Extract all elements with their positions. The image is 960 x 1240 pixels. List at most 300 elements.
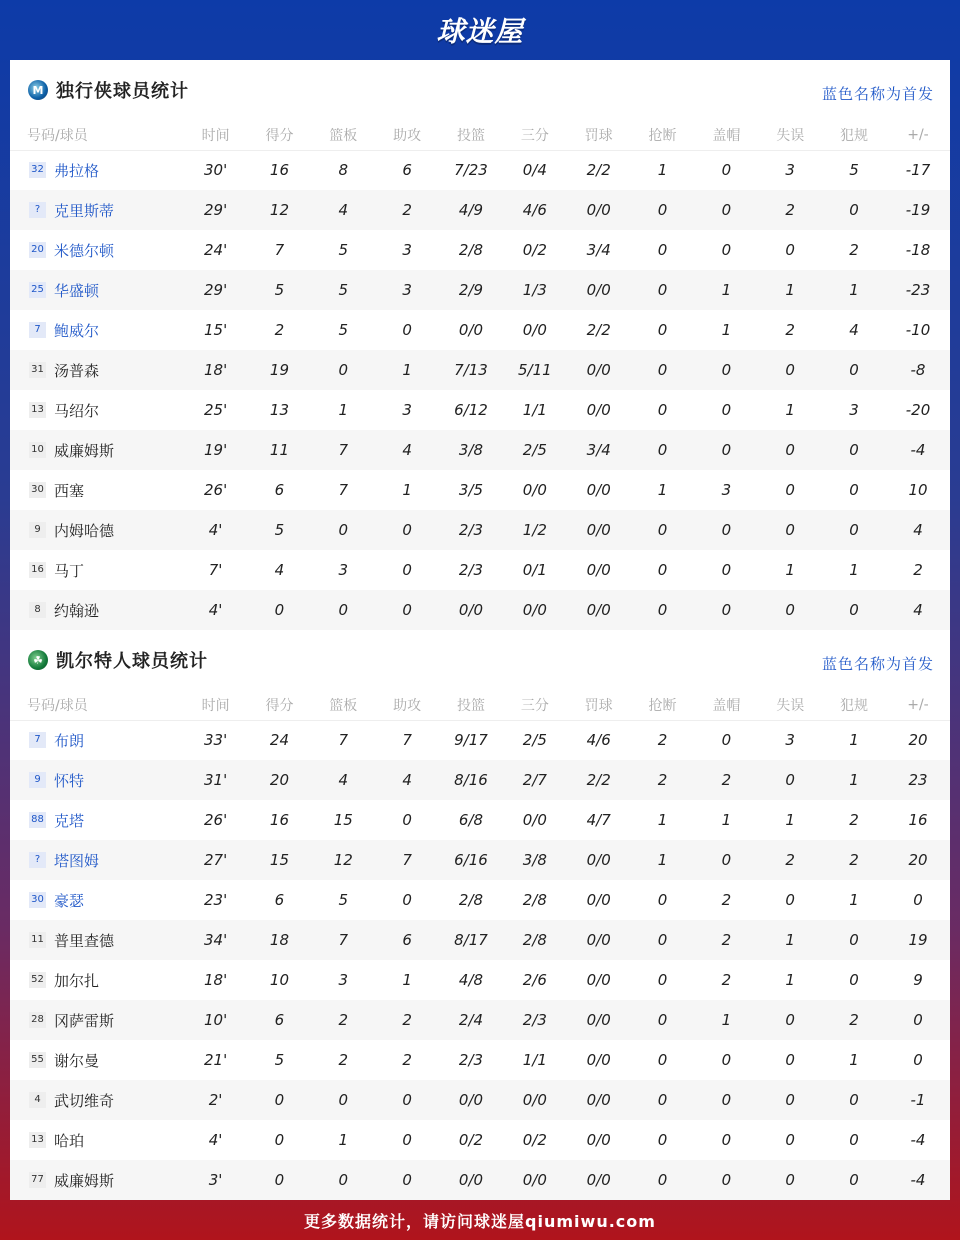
stat-cell: 18': [204, 971, 228, 989]
column-header: 得分: [265, 127, 294, 144]
stat-cell: 2: [822, 1000, 886, 1040]
player-name[interactable]: 克塔: [54, 811, 85, 830]
column-header: 犯规: [840, 697, 869, 714]
stat-cell: 0/0: [567, 590, 631, 630]
stat-cell: 1: [338, 401, 349, 419]
player-name[interactable]: 威廉姆斯: [54, 1171, 115, 1190]
table-row[interactable]: [10, 1040, 950, 1080]
stat-cell: 3: [849, 401, 859, 419]
stat-cell: 2/7: [503, 760, 567, 800]
table-header-row: [10, 690, 950, 720]
stat-cell: 7: [338, 481, 349, 499]
stat-cell: 2: [785, 321, 795, 339]
stat-cell: 0: [721, 401, 732, 419]
stat-cell: 3: [338, 561, 349, 579]
stat-cell: 0: [657, 321, 668, 339]
player-cell: [10, 880, 184, 920]
stat-cell: 0: [785, 1131, 795, 1149]
player-name[interactable]: 约翰逊: [54, 601, 100, 620]
stat-cell: 3: [785, 161, 795, 180]
column-header: +/-: [907, 126, 929, 143]
stat-cell: 6: [274, 481, 285, 499]
stat-cell: 2/3: [458, 561, 484, 579]
column-header: 失误: [776, 127, 805, 144]
stat-cell: 2/5: [503, 430, 567, 470]
stat-cell: 15: [333, 811, 353, 829]
stat-cell: 16: [908, 811, 928, 829]
stat-cell: 3: [402, 241, 412, 259]
stat-cell: 0/0: [567, 920, 631, 960]
footer-link[interactable]: 更多数据统计，请访问球迷屋qiumiwu.com: [304, 1211, 656, 1231]
player-name[interactable]: 马丁: [54, 561, 85, 580]
player-name[interactable]: 冈萨雷斯: [54, 1011, 115, 1030]
stat-cell: 16: [269, 161, 289, 180]
jersey-number-badge: 20: [29, 242, 46, 258]
celtics-stats-table: [10, 690, 950, 1200]
table-row[interactable]: [10, 590, 950, 630]
stat-cell: 2: [375, 190, 439, 230]
player-name[interactable]: 马绍尔: [54, 401, 100, 420]
player-name[interactable]: 布朗: [54, 731, 85, 750]
player-cell: [10, 390, 184, 430]
stat-cell: 2: [375, 1000, 439, 1040]
table-row[interactable]: [10, 390, 950, 430]
mavericks-section-header: [10, 60, 950, 120]
stat-cell: 0: [694, 590, 758, 630]
stat-cell: 0: [248, 1080, 312, 1120]
stat-cell: 0: [822, 920, 886, 960]
jersey-number-badge: 9: [29, 522, 46, 538]
player-cell: [10, 960, 184, 1000]
stat-cell: 0: [402, 891, 412, 909]
stat-cell: 4: [886, 510, 950, 550]
table-row[interactable]: [10, 190, 950, 230]
stat-cell: 0/0: [567, 350, 631, 390]
stat-cell: 0: [758, 1080, 822, 1120]
jersey-number-badge: 30: [29, 482, 46, 498]
stat-cell: 4/6: [586, 731, 611, 750]
stat-cell: 0/0: [567, 840, 631, 880]
column-header: 投篮: [456, 697, 485, 714]
stat-cell: 0: [248, 1160, 312, 1200]
stat-cell: 2/3: [439, 510, 503, 550]
stat-cell: 1: [785, 971, 795, 989]
table-row[interactable]: [10, 920, 950, 960]
stat-cell: 0: [311, 1160, 375, 1200]
player-cell: [10, 550, 184, 590]
stat-cell: 6/8: [458, 811, 484, 829]
stat-cell: 0: [758, 760, 822, 800]
stat-cell: 0: [375, 510, 439, 550]
stat-cell: 27': [184, 840, 248, 880]
player-name[interactable]: 武切维奇: [54, 1091, 115, 1110]
player-name[interactable]: 哈珀: [54, 1131, 85, 1150]
stat-cell: 11: [248, 430, 312, 470]
stat-cell: 0: [822, 1080, 886, 1120]
site-logo[interactable]: 球迷屋: [436, 15, 524, 48]
stat-cell: 1: [694, 1000, 758, 1040]
mavericks-section: [10, 60, 950, 630]
stat-cell: 0: [631, 190, 695, 230]
stat-cell: 0/0: [439, 1160, 503, 1200]
table-row[interactable]: [10, 270, 950, 310]
stat-cell: 19: [886, 920, 950, 960]
stat-cell: 6: [274, 891, 285, 909]
column-header: 投篮: [456, 127, 485, 144]
stat-cell: 5: [338, 241, 349, 259]
table-row[interactable]: [10, 880, 950, 920]
table-row[interactable]: [10, 230, 950, 270]
stat-cell: 25': [204, 401, 228, 419]
stat-cell: 3/4: [586, 241, 611, 259]
player-cell: [10, 720, 184, 760]
stat-cell: 3/4: [567, 430, 631, 470]
stat-cell: 0: [375, 1160, 439, 1200]
stat-cell: 24': [204, 241, 228, 259]
stat-cell: 3': [184, 1160, 248, 1200]
stat-cell: 7/23: [454, 161, 488, 180]
jersey-number-badge: 10: [29, 442, 46, 458]
stat-cell: 1/2: [503, 510, 567, 550]
stat-cell: 1: [402, 481, 412, 499]
stat-cell: 3: [402, 401, 412, 419]
player-cell: [10, 1160, 184, 1200]
celtics-section: [10, 630, 950, 1200]
stat-cell: 0: [631, 1160, 695, 1200]
table-row[interactable]: [10, 350, 950, 390]
stat-cell: 7: [402, 731, 412, 750]
stat-cell: 0: [886, 1000, 950, 1040]
stat-cell: 0: [849, 971, 859, 989]
player-name[interactable]: 西塞: [54, 481, 85, 500]
stat-cell: 1: [338, 1131, 349, 1149]
stat-cell: 31': [184, 760, 248, 800]
player-cell: [10, 760, 184, 800]
player-name[interactable]: 鲍威尔: [54, 321, 100, 340]
stat-cell: -8: [886, 350, 950, 390]
table-row[interactable]: [10, 1120, 950, 1160]
stat-cell: 2: [311, 1000, 375, 1040]
stat-cell: 2/2: [567, 760, 631, 800]
stat-cell: 9: [913, 971, 923, 989]
stat-cell: 4': [184, 510, 248, 550]
player-name[interactable]: 威廉姆斯: [54, 441, 115, 460]
stat-cell: 0: [822, 350, 886, 390]
stat-cell: 20: [908, 731, 928, 750]
stat-cell: 2: [721, 971, 732, 989]
stat-cell: 5/11: [503, 350, 567, 390]
stat-cell: 0/0: [567, 1000, 631, 1040]
stat-cell: 0: [785, 1051, 795, 1069]
mavericks-stats-table: [10, 120, 950, 630]
table-row[interactable]: [10, 430, 950, 470]
stat-cell: 2/5: [522, 731, 547, 750]
stat-cell: 0: [657, 1051, 668, 1069]
stat-cell: 29': [184, 270, 248, 310]
stat-cell: 0: [657, 241, 668, 259]
stat-cell: 1: [849, 1051, 859, 1069]
stat-cell: 0/0: [522, 321, 547, 339]
stat-cell: 0: [402, 1131, 412, 1149]
column-header: 盖帽: [712, 127, 741, 144]
stat-cell: 0/0: [567, 1080, 631, 1120]
player-name[interactable]: 克里斯蒂: [54, 201, 115, 220]
stat-cell: 0: [657, 1131, 668, 1149]
stat-cell: 21': [204, 1051, 228, 1069]
stat-cell: 1: [631, 840, 695, 880]
stat-cell: 0: [311, 510, 375, 550]
stat-cell: 18': [184, 350, 248, 390]
column-header: 时间: [201, 697, 230, 714]
stat-cell: 0/0: [586, 891, 611, 909]
table-row[interactable]: [10, 470, 950, 510]
column-header: 号码/球员: [27, 697, 88, 714]
column-header: 篮板: [329, 127, 358, 144]
player-name[interactable]: 普里查德: [54, 931, 115, 950]
stat-cell: 2/8: [458, 891, 484, 909]
mavericks-section-title: 独行侠球员统计: [56, 81, 189, 102]
stat-cell: 0: [631, 510, 695, 550]
jersey-number-badge: 16: [29, 562, 46, 578]
stat-cell: 1: [785, 811, 795, 829]
table-row[interactable]: [10, 960, 950, 1000]
jersey-number-badge: 7: [29, 322, 46, 338]
stat-cell: 0: [248, 590, 312, 630]
stat-cell: 0/0: [586, 481, 611, 499]
stat-cell: 4: [311, 190, 375, 230]
stat-cell: 2/8: [503, 920, 567, 960]
stat-cell: 0: [785, 241, 795, 259]
table-row[interactable]: [10, 720, 950, 760]
stat-cell: 0: [694, 350, 758, 390]
stat-cell: 0: [758, 350, 822, 390]
stat-cell: 8: [338, 161, 349, 180]
stat-cell: 0: [311, 350, 375, 390]
stat-cell: 0/2: [522, 1131, 547, 1149]
stat-cell: 0: [913, 1051, 923, 1069]
stat-cell: 12: [311, 840, 375, 880]
stat-cell: 0/0: [503, 1080, 567, 1120]
stat-cell: 1: [785, 561, 795, 579]
jersey-number-badge: 13: [29, 1132, 46, 1148]
player-name[interactable]: 内姆哈德: [54, 521, 115, 540]
stat-cell: 0: [631, 350, 695, 390]
stat-cell: 29': [184, 190, 248, 230]
stat-cell: 12: [248, 190, 312, 230]
stat-cell: 0/0: [567, 1160, 631, 1200]
jersey-number-badge: 88: [29, 812, 46, 828]
stat-cell: 19: [248, 350, 312, 390]
player-name[interactable]: 汤普森: [54, 361, 100, 380]
stat-cell: 2: [849, 811, 859, 829]
table-header-row: [10, 120, 950, 150]
player-name[interactable]: 塔图姆: [54, 851, 100, 870]
column-header: 三分: [520, 697, 549, 714]
stat-cell: 0/0: [522, 481, 547, 499]
stat-cell: 0: [657, 561, 668, 579]
stat-cell: 3: [375, 270, 439, 310]
jersey-number-badge: ?: [29, 852, 46, 868]
player-name[interactable]: 怀特: [54, 771, 85, 790]
column-header: 失误: [776, 697, 805, 714]
stat-cell: 0: [694, 1160, 758, 1200]
stat-cell: 1: [402, 971, 412, 989]
stat-cell: 2: [721, 891, 732, 909]
table-row[interactable]: [10, 510, 950, 550]
jersey-number-badge: 25: [29, 282, 46, 298]
column-header: 助攻: [393, 127, 422, 144]
stat-cell: 6: [248, 1000, 312, 1040]
table-row[interactable]: [10, 760, 950, 800]
player-cell: [10, 920, 184, 960]
stat-cell: 2: [274, 321, 285, 339]
stat-cell: 1: [375, 350, 439, 390]
stat-cell: 23': [204, 891, 228, 909]
stat-cell: 0: [375, 590, 439, 630]
stat-cell: 0: [721, 561, 732, 579]
stat-cell: 1/1: [522, 401, 547, 419]
stat-cell: 15: [248, 840, 312, 880]
stat-cell: 1: [694, 270, 758, 310]
table-row[interactable]: [10, 1000, 950, 1040]
stat-cell: 0/0: [586, 1051, 611, 1069]
column-header: 助攻: [393, 697, 422, 714]
stat-cell: 0/0: [503, 1160, 567, 1200]
table-row[interactable]: [10, 550, 950, 590]
stat-cell: 7': [208, 561, 223, 579]
player-cell: [10, 350, 184, 390]
app-footer: [0, 1200, 960, 1240]
stat-cell: 0: [849, 1131, 859, 1149]
stat-cell: -23: [886, 270, 950, 310]
stat-cell: 2/2: [586, 321, 611, 339]
table-row[interactable]: [10, 800, 950, 840]
jersey-number-badge: 32: [29, 162, 46, 178]
stat-cell: 0: [721, 1051, 732, 1069]
player-name[interactable]: 华盛顿: [54, 281, 100, 300]
stat-cell: -4: [910, 1131, 926, 1149]
table-row[interactable]: [10, 150, 950, 190]
player-name[interactable]: 豪瑟: [54, 891, 85, 910]
stat-cell: 0: [721, 161, 732, 180]
mavericks-title-wrap: [28, 77, 189, 103]
stat-cell: 5: [338, 321, 349, 339]
column-header: 三分: [520, 127, 549, 144]
stat-cell: 1/1: [522, 1051, 547, 1069]
table-row[interactable]: [10, 310, 950, 350]
stat-cell: 0: [721, 1131, 732, 1149]
stat-cell: 0: [657, 891, 668, 909]
stat-cell: 0/2: [522, 241, 547, 259]
stat-cell: 1: [849, 731, 859, 750]
stat-cell: 18: [248, 920, 312, 960]
column-header: 时间: [201, 127, 230, 144]
stat-cell: 7/13: [439, 350, 503, 390]
stat-cell: 0/0: [567, 190, 631, 230]
stat-cell: 10: [908, 481, 928, 499]
player-name[interactable]: 加尔扎: [54, 971, 100, 990]
stat-cell: 2: [631, 760, 695, 800]
player-cell: [10, 1000, 184, 1040]
stat-cell: 0: [375, 1080, 439, 1120]
stat-cell: 5: [248, 270, 312, 310]
stat-cell: 0: [822, 590, 886, 630]
stat-cell: 30': [204, 161, 228, 180]
stat-cell: 0: [274, 1131, 285, 1149]
column-header: 号码/球员: [27, 127, 88, 144]
jersey-number-badge: 4: [29, 1092, 46, 1108]
jersey-number-badge: 8: [29, 602, 46, 618]
player-cell: [10, 510, 184, 550]
stat-cell: 4/9: [439, 190, 503, 230]
stat-cell: 1: [822, 270, 886, 310]
table-row[interactable]: [10, 1080, 950, 1120]
stat-cell: 1: [657, 481, 668, 499]
stat-cell: 4: [849, 321, 859, 339]
table-row[interactable]: [10, 1160, 950, 1200]
stat-cell: 7: [375, 840, 439, 880]
stat-cell: 10: [269, 971, 289, 989]
stat-cell: 0: [631, 1000, 695, 1040]
column-header: 犯规: [840, 127, 869, 144]
stat-cell: 4: [375, 760, 439, 800]
table-row[interactable]: [10, 840, 950, 880]
stat-cell: 0: [822, 190, 886, 230]
player-cell: [10, 150, 184, 190]
player-name[interactable]: 米德尔顿: [54, 241, 115, 260]
stat-cell: 0/0: [586, 1131, 611, 1149]
stat-cell: 1: [758, 920, 822, 960]
stat-cell: 26': [204, 481, 228, 499]
stat-cell: 3: [721, 481, 732, 499]
stat-cell: 0: [721, 731, 732, 750]
player-cell: [10, 470, 184, 510]
stat-cell: 6: [375, 920, 439, 960]
stat-cell: 1: [758, 270, 822, 310]
jersey-number-badge: 11: [29, 932, 46, 948]
jersey-number-badge: 55: [29, 1052, 46, 1068]
player-cell: [10, 590, 184, 630]
celtics-section-title: 凯尔特人球员统计: [56, 651, 208, 672]
stat-cell: 5: [338, 891, 349, 909]
stat-cell: 2/3: [503, 1000, 567, 1040]
stat-cell: 0: [694, 840, 758, 880]
stat-cell: 2: [758, 840, 822, 880]
stat-cell: 9/17: [454, 731, 488, 750]
stat-cell: 4/6: [503, 190, 567, 230]
column-header: 抢断: [648, 127, 677, 144]
jersey-number-badge: 30: [29, 892, 46, 908]
stat-cell: 0: [785, 891, 795, 909]
jersey-number-badge: 13: [29, 402, 46, 418]
player-name[interactable]: 弗拉格: [54, 161, 100, 180]
stat-cell: 0/0: [503, 590, 567, 630]
stat-cell: 0/0: [439, 590, 503, 630]
stat-cell: -18: [905, 241, 931, 259]
player-name[interactable]: 谢尔曼: [54, 1051, 100, 1070]
stat-cell: 1: [849, 891, 859, 909]
player-cell: [10, 1080, 184, 1120]
stat-cell: 0/0: [567, 270, 631, 310]
jersey-number-badge: ?: [29, 202, 46, 218]
stat-cell: 0/0: [586, 561, 611, 579]
stat-cell: 2: [913, 561, 923, 579]
stat-cell: 24: [269, 731, 289, 750]
stat-cell: 2: [822, 840, 886, 880]
starter-legend-note: 蓝色名称为首发: [821, 84, 934, 103]
stat-cell: 15': [204, 321, 228, 339]
stat-cell: 0: [657, 401, 668, 419]
